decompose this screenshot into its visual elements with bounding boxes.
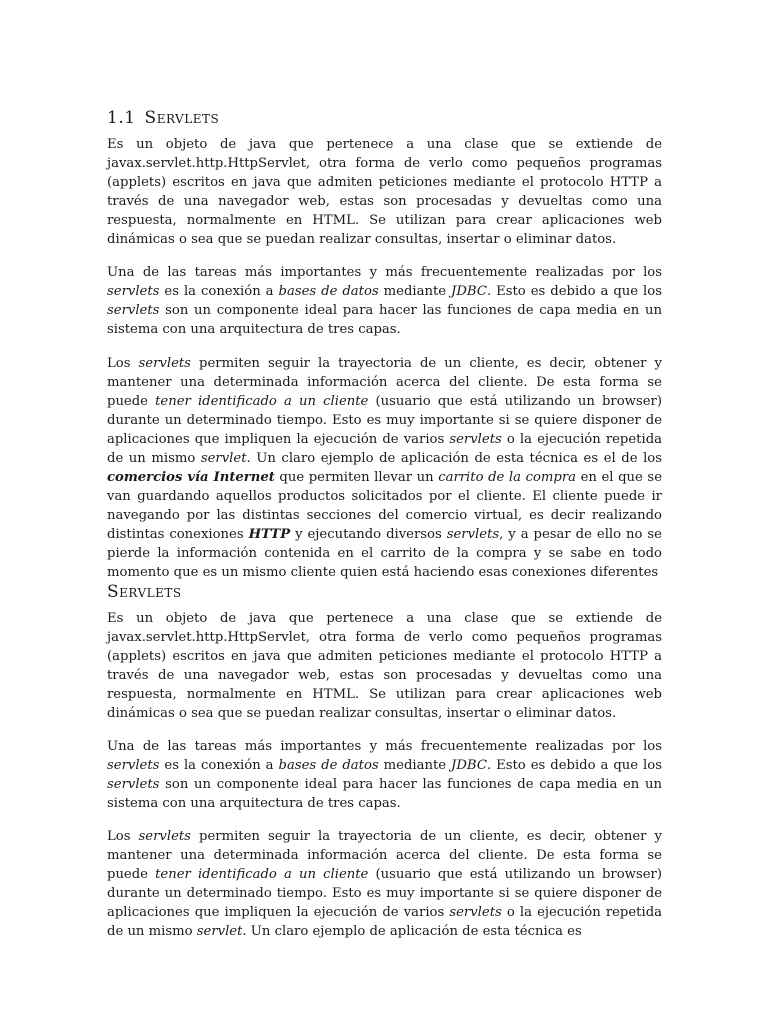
bold-italic-text: comercios vía Internet: [107, 470, 275, 485]
italic-text: servlets: [107, 303, 160, 318]
section-heading-1: [107, 108, 219, 128]
italic-text: servlet: [196, 924, 243, 939]
italic-text: servlets: [449, 432, 502, 447]
italic-text: tener identificado a un cliente: [155, 394, 369, 409]
paragraph: [107, 263, 662, 339]
text-run: permiten seguir la trayectoria de un cliente, es decir, obtener y mantener una determinada información acerca del cliente. De esta forma se puede: [107, 829, 662, 882]
text-run: o la ejecución repetida de un mismo: [107, 432, 662, 466]
text-run: que permiten llevar un: [274, 470, 439, 485]
text-run: Los: [107, 829, 139, 844]
text-run: mediante: [378, 284, 452, 299]
text-run: . Esto es debido a que los: [486, 758, 662, 773]
italic-text: servlets: [107, 777, 160, 792]
text-run: mediante: [378, 758, 452, 773]
italic-text: tener identificado a un cliente: [155, 867, 369, 882]
italic-text: servlets: [446, 527, 500, 542]
paragraph: [107, 135, 662, 249]
paragraph: [107, 354, 662, 582]
italic-text: servlets: [449, 905, 502, 920]
section-heading-2: [107, 582, 182, 602]
italic-text: servlets: [138, 829, 191, 844]
text-run: , y a pesar de ello no se pierde la información contenida en el carrito de la compra y se sabe en todo momento que es un mismo cliente quien está haciendo esas conexiones diferentes: [107, 527, 662, 580]
section-title: Servlets: [144, 108, 220, 128]
text-run: Una de las tareas más importantes y más frecuentemente realizadas por los: [107, 265, 662, 280]
italic-text: servlets: [107, 284, 160, 299]
paragraph: [107, 827, 662, 941]
text-run: Es un objeto de java que pertenece a una clase que se extiende de javax.servlet.http.HttpServlet, otra forma de verlo como pequeños programas (applets) escritos en java que admiten peticiones mediante el protocolo HTTP a través de una navegador web, estas son procesadas y devueltas como una respuesta, normalmente en HTML. Se utilizan para crear aplicaciones web dinámicas o sea que se puedan realizar consultas, insertar o eliminar datos.: [107, 611, 662, 721]
paragraph: [107, 737, 662, 813]
italic-text: servlet: [200, 451, 247, 466]
text-run: . Un claro ejemplo de aplicación de esta técnica es el de los: [246, 451, 663, 466]
italic-text: servlets: [138, 356, 191, 371]
section-title: Servlets: [107, 582, 182, 602]
text-run: en el que se van guardando aquellos productos solicitados por el cliente. El cliente puede ir navegando por las distintas secciones del comercio virtual, es decir realizando distintas conexiones: [107, 470, 662, 542]
text-run: Los: [107, 356, 139, 371]
text-run: Es un objeto de java que pertenece a una clase que se extiende de javax.servlet.http.HttpServlet, otra forma de verlo como pequeños programas (applets) escritos en java que admiten peticiones mediante el protocolo HTTP a través de una navegador web, estas son procesadas y devueltas como una respuesta, normalmente en HTML. Se utilizan para crear aplicaciones web dinámicas o sea que se puedan realizar consultas, insertar o eliminar datos.: [107, 137, 662, 247]
text-run: permiten seguir la trayectoria de un cliente, es decir, obtener y mantener una determinada información acerca del cliente. De esta forma se puede: [107, 356, 662, 409]
italic-text: carrito de la compra: [438, 470, 577, 485]
text-run: (usuario que está utilizando un browser) durante un determinado tiempo. Esto es muy importante si se quiere disponer de aplicaciones que impliquen la ejecución de varios: [107, 394, 662, 447]
italic-text: JDBC: [451, 284, 487, 299]
text-run: son un componente ideal para hacer las funciones de capa media en un sistema con una arquitectura de tres capas.: [107, 777, 662, 811]
text-run: Una de las tareas más importantes y más frecuentemente realizadas por los: [107, 739, 662, 754]
text-run: o la ejecución repetida de un mismo: [107, 905, 662, 939]
italic-text: servlets: [107, 758, 160, 773]
italic-text: bases de datos: [278, 284, 379, 299]
italic-text: bases de datos: [278, 758, 379, 773]
text-run: . Esto es debido a que los: [486, 284, 662, 299]
bold-italic-text: HTTP: [248, 527, 291, 542]
text-run: es la conexión a: [159, 758, 279, 773]
paragraph: [107, 609, 662, 723]
section-number: 1.1: [107, 108, 136, 128]
text-run: y ejecutando diversos: [290, 527, 447, 542]
text-run: . Un claro ejemplo de aplicación de esta técnica es: [242, 924, 582, 939]
text-run: (usuario que está utilizando un browser) durante un determinado tiempo. Esto es muy importante si se quiere disponer de aplicaciones que impliquen la ejecución de varios: [107, 867, 662, 920]
text-run: es la conexión a: [159, 284, 279, 299]
text-run: son un componente ideal para hacer las funciones de capa media en un sistema con una arquitectura de tres capas.: [107, 303, 662, 337]
italic-text: JDBC: [451, 758, 487, 773]
